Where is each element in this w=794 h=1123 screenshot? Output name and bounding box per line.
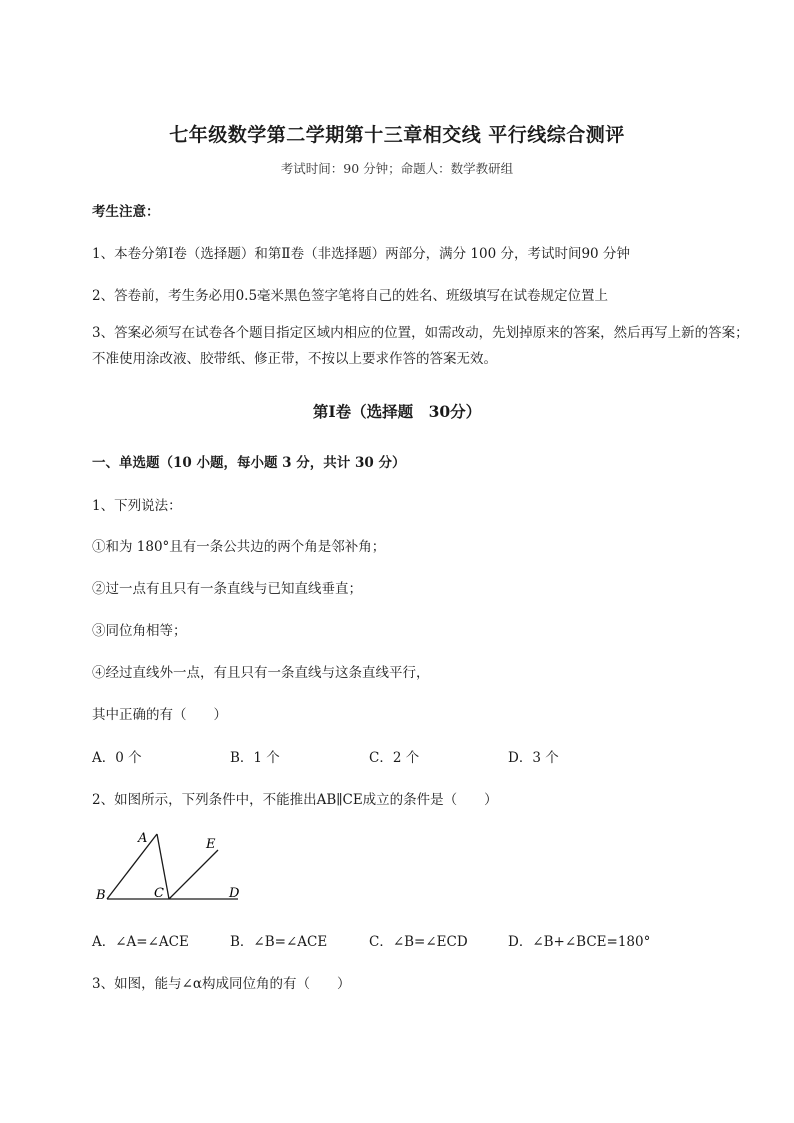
q1-statement-1: ①和为 180°且有一条公共边的两个角是邻补角；	[92, 539, 386, 555]
q1-ask: 其中正确的有（ ）	[92, 707, 227, 723]
exam-title: 七年级数学第二学期第十三章相交线 平行线综合测评	[169, 124, 625, 146]
q1-option-b[interactable]: B．1 个	[230, 750, 280, 766]
part1-title: 第Ⅰ卷（选择题 30分）	[312, 402, 482, 421]
q1-option-a[interactable]: A．0 个	[92, 750, 142, 766]
line-ce	[169, 850, 218, 899]
q2-stem: 2、如图所示，下列条件中，不能推出AB∥CE成立的条件是（ ）	[92, 792, 498, 808]
label-c: C	[154, 886, 164, 901]
q2-option-d[interactable]: D．∠B+∠BCE=180°	[508, 934, 651, 950]
q1-statement-3: ③同位角相等；	[92, 623, 187, 639]
line-ba	[107, 834, 157, 899]
label-b: B	[96, 888, 106, 903]
q1-stem: 1、下列说法：	[92, 498, 182, 514]
notice-item-2: 2、答卷前，考生务必用0.5毫米黑色签字笔将自己的姓名、班级填写在试卷规定位置上	[92, 288, 609, 304]
label-e: E	[206, 837, 216, 852]
q3-stem: 3、如图，能与∠α构成同位角的有（ ）	[92, 976, 351, 992]
q1-option-d[interactable]: D．3 个	[508, 750, 559, 766]
q1-statement-2: ②过一点有且只有一条直线与已知直线垂直；	[92, 581, 362, 597]
q2-option-c[interactable]: C．∠B=∠ECD	[369, 934, 468, 950]
label-d: D	[229, 886, 240, 901]
notice-heading: 考生注意：	[92, 204, 160, 220]
q1-option-c[interactable]: C．2 个	[369, 750, 420, 766]
q2-option-a[interactable]: A．∠A=∠ACE	[92, 934, 189, 950]
q1-statement-4: ④经过直线外一点，有且只有一条直线与这条直线平行，	[92, 665, 430, 681]
section-heading: 一、单选题（10 小题，每小题 3 分，共计 30 分）	[92, 455, 406, 471]
label-a: A	[138, 831, 148, 846]
exam-subtitle: 考试时间：90 分钟；命题人：数学教研组	[280, 161, 514, 176]
notice-item-1: 1、本卷分第Ⅰ卷（选择题）和第Ⅱ卷（非选择题）两部分，满分 100 分，考试时间90 分钟	[92, 246, 630, 262]
notice-item-3: 3、答案必须写在试卷各个题目指定区域内相应的位置，如需改动，先划掉原来的答案，然后再写上新的答案；不准使用涂改液、胶带纸、修正带，不按以上要求作答的答案无效。	[92, 325, 749, 367]
q2-option-b[interactable]: B．∠B=∠ACE	[230, 934, 328, 950]
q2-figure	[90, 825, 260, 910]
